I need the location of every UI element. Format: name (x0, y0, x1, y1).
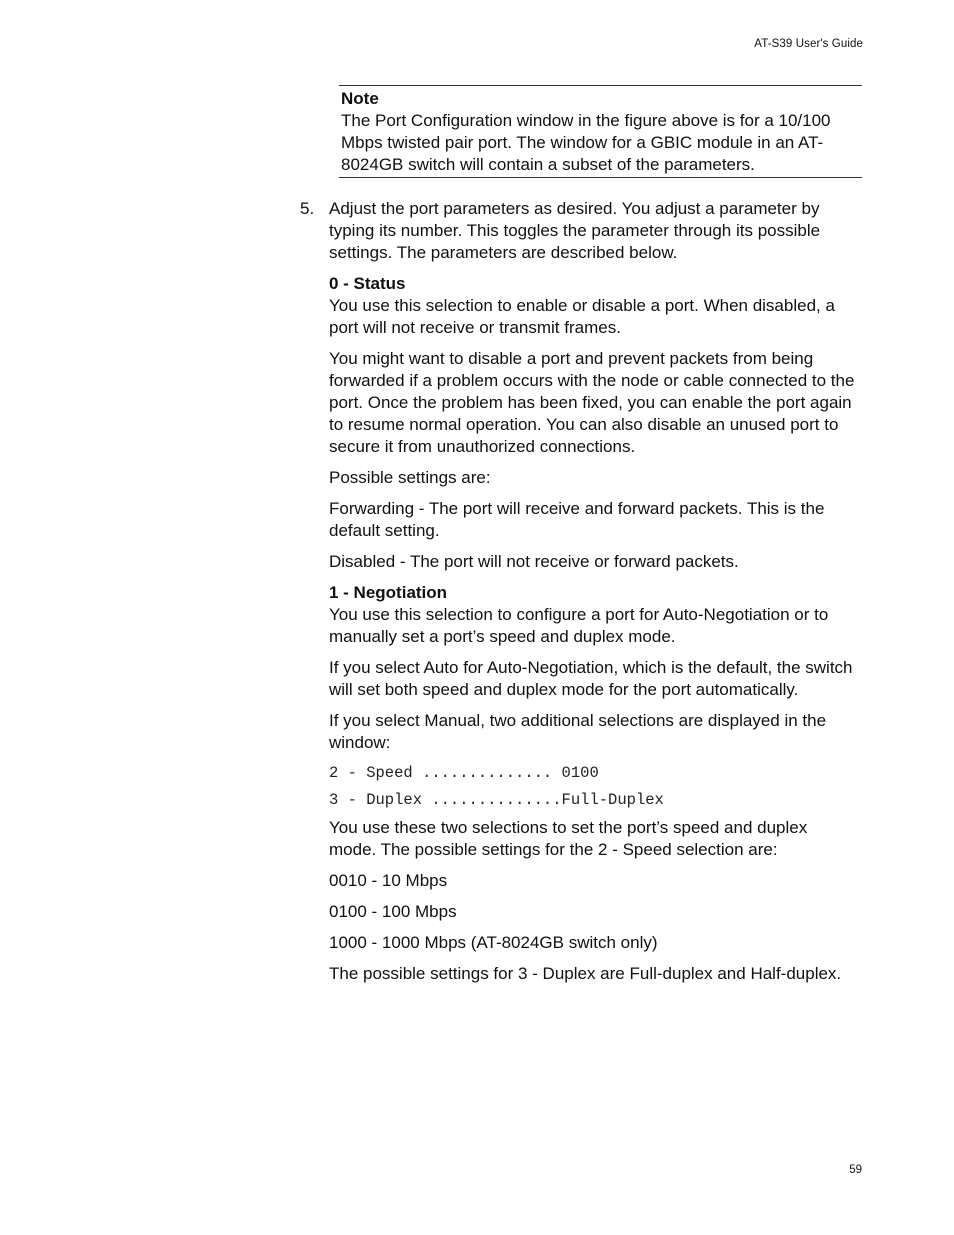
negotiation-paragraph: You use this selection to configure a port for Auto-Negotiation or to manually set a port’s speed and duplex mode. (329, 605, 829, 646)
speed-option: 1000 - 1000 Mbps (AT-8024GB switch only) (329, 933, 658, 952)
status-heading: 0 - Status (329, 274, 406, 293)
status-paragraph: Possible settings are: (329, 468, 491, 487)
step-intro: Adjust the port parameters as desired. You adjust a parameter by typing its number. This toggles the parameter through its possible settings. The parameters are described below. (329, 199, 821, 262)
step-number: 5. (300, 199, 315, 218)
code-line-speed: 2 - Speed .............. 0100 (329, 764, 599, 782)
note-box (339, 85, 862, 178)
status-paragraph: Forwarding - The port will receive and forward packets. This is the default setting. (329, 499, 825, 540)
step-content (329, 198, 859, 994)
negotiation-heading: 1 - Negotiation (329, 583, 448, 602)
status-paragraph: You might want to disable a port and prevent packets from being forwarded if a problem occurs with the node or cable connected to the port. Once the problem has been fixed, you can enable the port again to resume normal operation. You can also disable an unused port to secure it from unauthorized connections. (329, 349, 855, 456)
negotiation-paragraph: If you select Manual, two additional selections are displayed in the window: (329, 711, 827, 752)
code-line-duplex: 3 - Duplex ..............Full-Duplex (329, 791, 664, 809)
note-body: The Port Configuration window in the figure above is for a 10/100 Mbps twisted pair port. The window for a GBIC module in an AT-8024GB switch will contain a subset of the parameters. (341, 111, 831, 174)
speed-option: 0010 - 10 Mbps (329, 871, 448, 890)
speed-option: 0100 - 100 Mbps (329, 902, 457, 921)
negotiation-paragraph: If you select Auto for Auto-Negotiation, which is the default, the switch will set both speed and duplex mode for the port automatically. (329, 658, 853, 699)
running-header: AT-S39 User's Guide (754, 38, 863, 50)
negotiation-paragraph: The possible settings for 3 - Duplex are Full-duplex and Half-duplex. (329, 964, 842, 983)
page-number: 59 (849, 1164, 862, 1176)
negotiation-paragraph: You use these two selections to set the port’s speed and duplex mode. The possible settings for the 2 - Speed selection are: (329, 818, 808, 859)
status-paragraph: You use this selection to enable or disable a port. When disabled, a port will not receive or transmit frames. (329, 296, 835, 337)
status-paragraph: Disabled - The port will not receive or forward packets. (329, 552, 739, 571)
note-title: Note (341, 89, 379, 108)
